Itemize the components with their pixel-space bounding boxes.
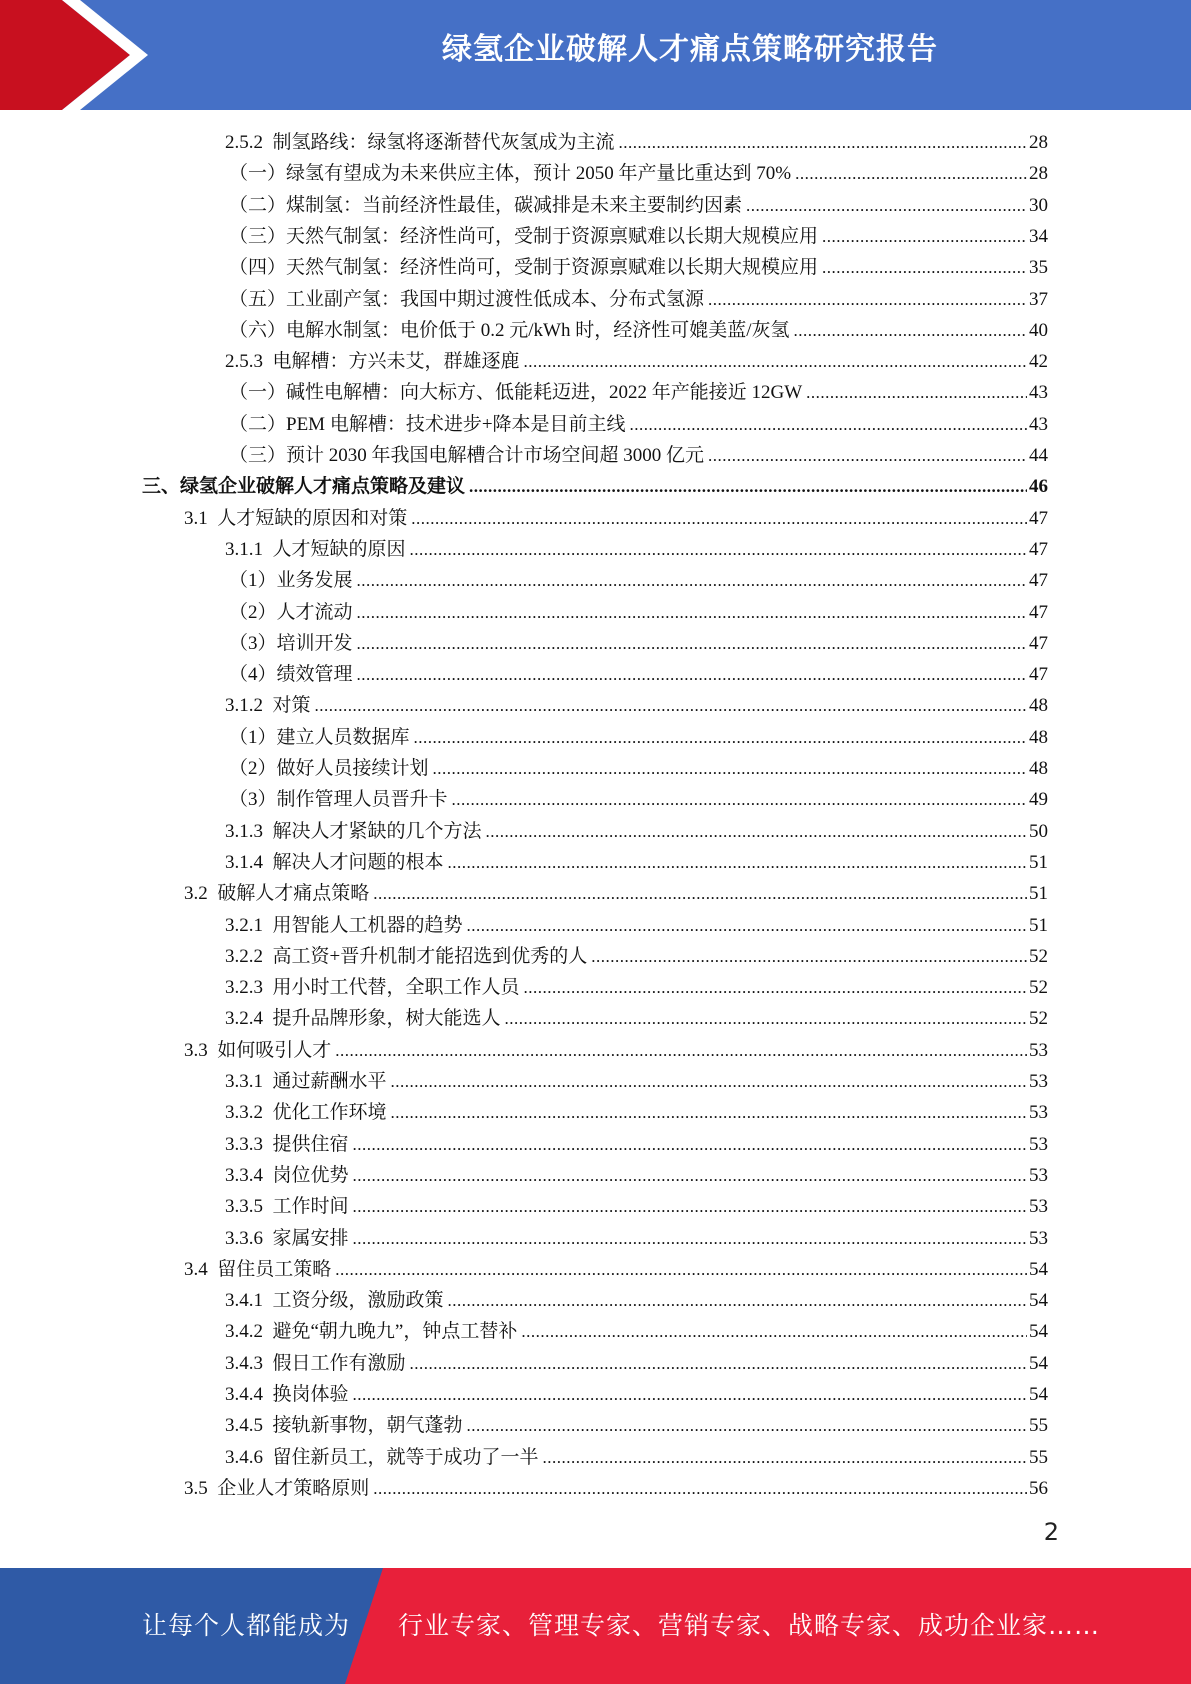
toc-leader-dots	[452, 784, 1027, 815]
toc-entry-title: 通过薪酬水平	[272, 1071, 387, 1092]
toc-entry[interactable]	[225, 1003, 1048, 1034]
toc-entry-page: 55	[1029, 1415, 1048, 1437]
toc-entry-title: （三）天然气制氢：经济性尚可，受制于资源禀赋难以长期大规模应用	[229, 225, 819, 247]
toc-entry[interactable]	[225, 1097, 1048, 1128]
toc-leader-dots	[357, 628, 1027, 659]
toc-entry-number: 3.1.1	[225, 538, 263, 560]
toc-entry-number: 3.1.2	[225, 695, 263, 717]
toc-entry[interactable]	[225, 1442, 1048, 1473]
toc-entry-page: 47	[1029, 664, 1048, 686]
toc-entry[interactable]	[225, 941, 1048, 972]
toc-leader-dots	[357, 597, 1027, 628]
toc-entry[interactable]	[229, 753, 1048, 784]
toc-entry-page: 49	[1029, 789, 1048, 811]
toc-entry[interactable]	[229, 377, 1048, 408]
toc-entry[interactable]	[229, 221, 1048, 252]
toc-leader-dots	[411, 503, 1027, 534]
toc-entry-title: 人才短缺的原因和对策	[217, 507, 408, 529]
toc-entry[interactable]	[229, 284, 1048, 315]
toc-leader-dots	[524, 346, 1027, 377]
toc-entry-title: （4）绩效管理	[229, 664, 353, 686]
toc-entry-page: 35	[1029, 257, 1048, 279]
toc-entry-page: 53	[1029, 1164, 1048, 1186]
toc-entry[interactable]	[229, 409, 1048, 440]
toc-entry-title: （2）做好人员接续计划	[229, 758, 429, 779]
toc-entry-title: 提供住宿	[272, 1133, 349, 1155]
toc-entry-title: 假日工作有激励	[272, 1352, 406, 1374]
toc-entry-page: 52	[1029, 977, 1048, 999]
toc-leader-dots	[373, 878, 1027, 909]
toc-entry[interactable]	[225, 1066, 1048, 1097]
toc-entry[interactable]	[142, 471, 1048, 502]
toc-entry-page: 42	[1029, 351, 1048, 373]
toc-entry-page: 53	[1029, 1071, 1048, 1092]
toc-entry-page: 47	[1029, 632, 1048, 654]
toc-entry[interactable]	[229, 190, 1048, 221]
toc-entry-page: 43	[1029, 413, 1048, 435]
toc-leader-dots	[822, 252, 1027, 283]
toc-entry[interactable]	[184, 1254, 1048, 1285]
toc-leader-dots	[373, 1473, 1027, 1504]
toc-entry[interactable]	[225, 534, 1048, 565]
toc-leader-dots	[410, 534, 1027, 565]
toc-entry[interactable]	[225, 910, 1048, 941]
toc-leader-dots	[353, 1129, 1027, 1160]
toc-leader-dots	[357, 565, 1027, 596]
toc-entry[interactable]	[229, 440, 1048, 471]
toc-entry-number: 3.3.3	[225, 1133, 263, 1155]
toc-entry-title: 留住员工策略	[217, 1258, 332, 1280]
toc-entry-title: 接轨新事物，朝气蓬勃	[272, 1415, 463, 1437]
toc-entry-page: 51	[1029, 883, 1048, 905]
toc-entry[interactable]	[229, 315, 1048, 346]
toc-entry[interactable]	[225, 346, 1048, 377]
toc-entry[interactable]	[184, 1473, 1048, 1504]
toc-entry-page: 54	[1029, 1321, 1048, 1343]
toc-entry-title: （一）绿氢有望成为未来供应主体，预计 2050 年产量比重达到 70%	[229, 163, 792, 185]
toc-leader-dots	[467, 910, 1027, 941]
toc-entry-page: 44	[1029, 445, 1048, 466]
toc-leader-dots	[357, 659, 1027, 690]
toc-leader-dots	[543, 1442, 1027, 1473]
toc-leader-dots	[335, 1035, 1027, 1066]
toc-entry-number: 3.2	[184, 883, 208, 905]
toc-entry[interactable]	[229, 722, 1048, 753]
toc-leader-dots	[353, 1160, 1027, 1191]
toc-entry-page: 48	[1029, 726, 1048, 748]
toc-entry-page: 28	[1029, 163, 1048, 185]
toc-entry-number: 3.2.2	[225, 945, 263, 967]
toc-entry-number: 3.3.2	[225, 1102, 263, 1124]
toc-entry-title: （二）PEM 电解槽：技术进步+降本是目前主线	[229, 413, 626, 435]
toc-entry-page: 34	[1029, 225, 1048, 247]
toc-entry-number: 3.2.1	[225, 914, 263, 936]
toc-entry-title: 家属安排	[272, 1227, 349, 1249]
toc-entry[interactable]	[225, 1285, 1048, 1316]
toc-entry-title: 工资分级，激励政策	[272, 1290, 444, 1312]
toc-entry-number: 2.5.2	[225, 132, 263, 153]
toc-entry-number: 3.1.4	[225, 851, 263, 873]
toc-entry-number: 3.3.5	[225, 1196, 263, 1218]
toc-entry-number: 3.2.4	[225, 1008, 263, 1030]
toc-entry[interactable]	[225, 1316, 1048, 1347]
toc-entry-number: 3.1	[184, 507, 208, 529]
toc-leader-dots	[410, 1348, 1027, 1379]
toc-entry[interactable]	[225, 1410, 1048, 1441]
toc-leader-dots	[448, 1285, 1027, 1316]
toc-entry-page: 52	[1029, 1008, 1048, 1030]
toc-leader-dots	[391, 1066, 1027, 1097]
toc-entry-number: 3.4.2	[225, 1321, 263, 1343]
toc-entry[interactable]	[225, 816, 1048, 847]
toc-entry-title: 企业人才策略原则	[217, 1477, 370, 1499]
toc-leader-dots	[524, 972, 1027, 1003]
toc-entry-page: 28	[1029, 132, 1048, 153]
toc-entry-title: 用智能人工机器的趋势	[272, 914, 463, 936]
toc-entry[interactable]	[225, 1160, 1048, 1191]
toc-leader-dots	[486, 816, 1027, 847]
toc-entry-title: （四）天然气制氢：经济性尚可，受制于资源禀赋难以长期大规模应用	[229, 257, 819, 279]
toc-entry[interactable]	[225, 690, 1048, 721]
toc-entry-title: （3）培训开发	[229, 632, 353, 654]
toc-entry[interactable]	[225, 1223, 1048, 1254]
toc-leader-dots	[414, 722, 1027, 753]
toc-entry-page: 51	[1029, 851, 1048, 873]
toc-entry-title: 破解人才痛点策略	[217, 883, 370, 905]
toc-entry-title: 对策	[272, 695, 311, 717]
toc-entry-title: 避免“朝九晚九”，钟点工替补	[272, 1321, 518, 1343]
toc-leader-dots	[353, 1379, 1027, 1410]
toc-entry-title: 工作时间	[272, 1196, 349, 1218]
toc-entry-page: 47	[1029, 601, 1048, 623]
toc-entry-title: 提升品牌形象，树大能选人	[272, 1008, 501, 1030]
toc-entry-title: 岗位优势	[272, 1164, 349, 1186]
toc-entry-page: 56	[1029, 1477, 1048, 1499]
toc-entry-title: （2）人才流动	[229, 601, 353, 623]
toc-entry-number: 3.1.3	[225, 820, 263, 842]
toc-entry-title: 用小时工代替，全职工作人员	[272, 977, 520, 999]
toc-entry-page: 50	[1029, 820, 1048, 842]
toc-entry-number: 3.5	[184, 1477, 208, 1499]
toc-leader-dots	[708, 284, 1027, 315]
toc-entry[interactable]	[225, 1129, 1048, 1160]
toc-entry-number: 3.3.6	[225, 1227, 263, 1249]
toc-entry-number: 3.4	[184, 1258, 208, 1280]
toc-entry-number: 3.4.1	[225, 1290, 263, 1312]
toc-entry-title: （五）工业副产氢：我国中期过渡性低成本、分布式氢源	[229, 288, 705, 310]
header-arrow-icon	[0, 0, 160, 110]
toc-entry-number: 2.5.3	[225, 351, 263, 373]
toc-entry-number: 3.3.4	[225, 1164, 263, 1186]
toc-leader-dots	[448, 847, 1027, 878]
toc-entry-title: 三、绿氢企业破解人才痛点策略及建议	[142, 476, 466, 498]
toc-leader-dots	[505, 1003, 1027, 1034]
toc-entry[interactable]	[229, 597, 1048, 628]
toc-entry-page: 48	[1029, 758, 1048, 779]
toc-entry[interactable]	[225, 972, 1048, 1003]
toc-entry-page: 53	[1029, 1039, 1048, 1061]
toc-entry-page: 51	[1029, 914, 1048, 936]
toc-leader-dots	[433, 753, 1027, 784]
toc-entry-page: 47	[1029, 507, 1048, 529]
toc-entry-title: 优化工作环境	[272, 1102, 387, 1124]
toc-leader-dots	[469, 471, 1027, 502]
toc-entry-page: 37	[1029, 288, 1048, 310]
page-number: 2	[1043, 1518, 1059, 1546]
toc-entry-page: 43	[1029, 382, 1048, 404]
toc-entry-title: 解决人才问题的根本	[272, 851, 444, 873]
toc-entry-title: 制氢路线：绿氢将逐渐替代灰氢成为主流	[272, 132, 615, 153]
toc-leader-dots	[335, 1254, 1027, 1285]
toc-entry-title: 换岗体验	[272, 1384, 349, 1405]
page-header	[0, 0, 1191, 110]
toc-leader-dots	[391, 1097, 1027, 1128]
toc-entry[interactable]	[225, 1191, 1048, 1222]
toc-entry-title: 电解槽：方兴未艾，群雄逐鹿	[272, 351, 520, 373]
toc-entry-number: 3.4.5	[225, 1415, 263, 1437]
toc-entry-page: 53	[1029, 1133, 1048, 1155]
toc-entry-page: 40	[1029, 319, 1048, 341]
toc-leader-dots	[746, 190, 1027, 221]
page-footer	[0, 1568, 1191, 1684]
footer-slogan-right: 行业专家、管理专家、营销专家、战略专家、成功企业家……	[398, 1611, 1101, 1640]
toc-entry-number: 3.4.3	[225, 1352, 263, 1374]
toc-entry-page: 55	[1029, 1446, 1048, 1468]
toc-leader-dots	[353, 1223, 1027, 1254]
toc-entry-title: 人才短缺的原因	[272, 538, 406, 560]
toc-entry[interactable]	[225, 127, 1048, 158]
toc-entry-title: 解决人才紧缺的几个方法	[272, 820, 482, 842]
toc-entry-page: 54	[1029, 1384, 1048, 1405]
toc-entry-page: 54	[1029, 1258, 1048, 1280]
toc-entry-title: 留住新员工，就等于成功了一半	[272, 1446, 539, 1468]
toc-entry-title: （二）煤制氢：当前经济性最佳，碳减排是未来主要制约因素	[229, 194, 743, 216]
toc-entry[interactable]	[225, 847, 1048, 878]
toc-leader-dots	[708, 440, 1027, 471]
toc-entry[interactable]	[229, 252, 1048, 283]
toc-leader-dots	[806, 377, 1027, 408]
toc-entry-page: 53	[1029, 1227, 1048, 1249]
toc-leader-dots	[619, 127, 1027, 158]
header-title: 绿氢企业破解人才痛点策略研究报告	[442, 32, 938, 67]
toc-entry[interactable]	[229, 565, 1048, 596]
toc-entry-title: 高工资+晋升机制才能招选到优秀的人	[272, 945, 588, 967]
toc-entry[interactable]	[184, 1035, 1048, 1066]
toc-entry-title: （一）碱性电解槽：向大标方、低能耗迈进，2022 年产能接近 12GW	[229, 382, 803, 404]
toc-entry-title: （1）业务发展	[229, 570, 353, 592]
toc-leader-dots	[822, 221, 1027, 252]
toc-entry-page: 53	[1029, 1102, 1048, 1124]
toc-entry-page: 30	[1029, 194, 1048, 216]
toc-leader-dots	[630, 409, 1027, 440]
toc-entry-page: 54	[1029, 1290, 1048, 1312]
toc-entry-title: （1）建立人员数据库	[229, 726, 410, 748]
toc-entry-page: 47	[1029, 570, 1048, 592]
toc-leader-dots	[353, 1191, 1027, 1222]
toc-leader-dots	[467, 1410, 1027, 1441]
toc-entry[interactable]	[229, 158, 1048, 189]
toc-entry-page: 53	[1029, 1196, 1048, 1218]
toc-entry-number: 3.4.4	[225, 1384, 263, 1405]
footer-slogan-left: 让每个人都能成为	[142, 1611, 351, 1640]
toc-entry[interactable]	[184, 503, 1048, 534]
toc-entry-title: （三）预计 2030 年我国电解槽合计市场空间超 3000 亿元	[229, 445, 705, 466]
toc-leader-dots	[315, 690, 1027, 721]
toc-entry-number: 3.2.3	[225, 977, 263, 999]
toc-entry-number: 3.3.1	[225, 1071, 263, 1092]
toc-entry-title: 如何吸引人才	[217, 1039, 332, 1061]
toc-entry[interactable]	[229, 784, 1048, 815]
toc-entry-page: 52	[1029, 945, 1048, 967]
toc-entry-page: 54	[1029, 1352, 1048, 1374]
toc-entry-page: 48	[1029, 695, 1048, 717]
toc-entry[interactable]	[225, 1348, 1048, 1379]
toc-entry[interactable]	[184, 878, 1048, 909]
toc-entry-title: （3）制作管理人员晋升卡	[229, 789, 448, 811]
toc-leader-dots	[795, 158, 1027, 189]
toc-leader-dots	[521, 1316, 1027, 1347]
toc-leader-dots	[591, 941, 1027, 972]
toc-entry[interactable]	[225, 1379, 1048, 1410]
toc-entry-number: 3.3	[184, 1039, 208, 1061]
toc-entry[interactable]	[229, 659, 1048, 690]
toc-entry-page: 46	[1029, 476, 1048, 498]
toc-entry[interactable]	[229, 628, 1048, 659]
toc-leader-dots	[794, 315, 1028, 346]
toc-entry-title: （六）电解水制氢：电价低于 0.2 元/kWh 时，经济性可媲美蓝/灰氢	[229, 319, 790, 341]
toc-entry-number: 3.4.6	[225, 1446, 263, 1468]
toc-entry-page: 47	[1029, 538, 1048, 560]
